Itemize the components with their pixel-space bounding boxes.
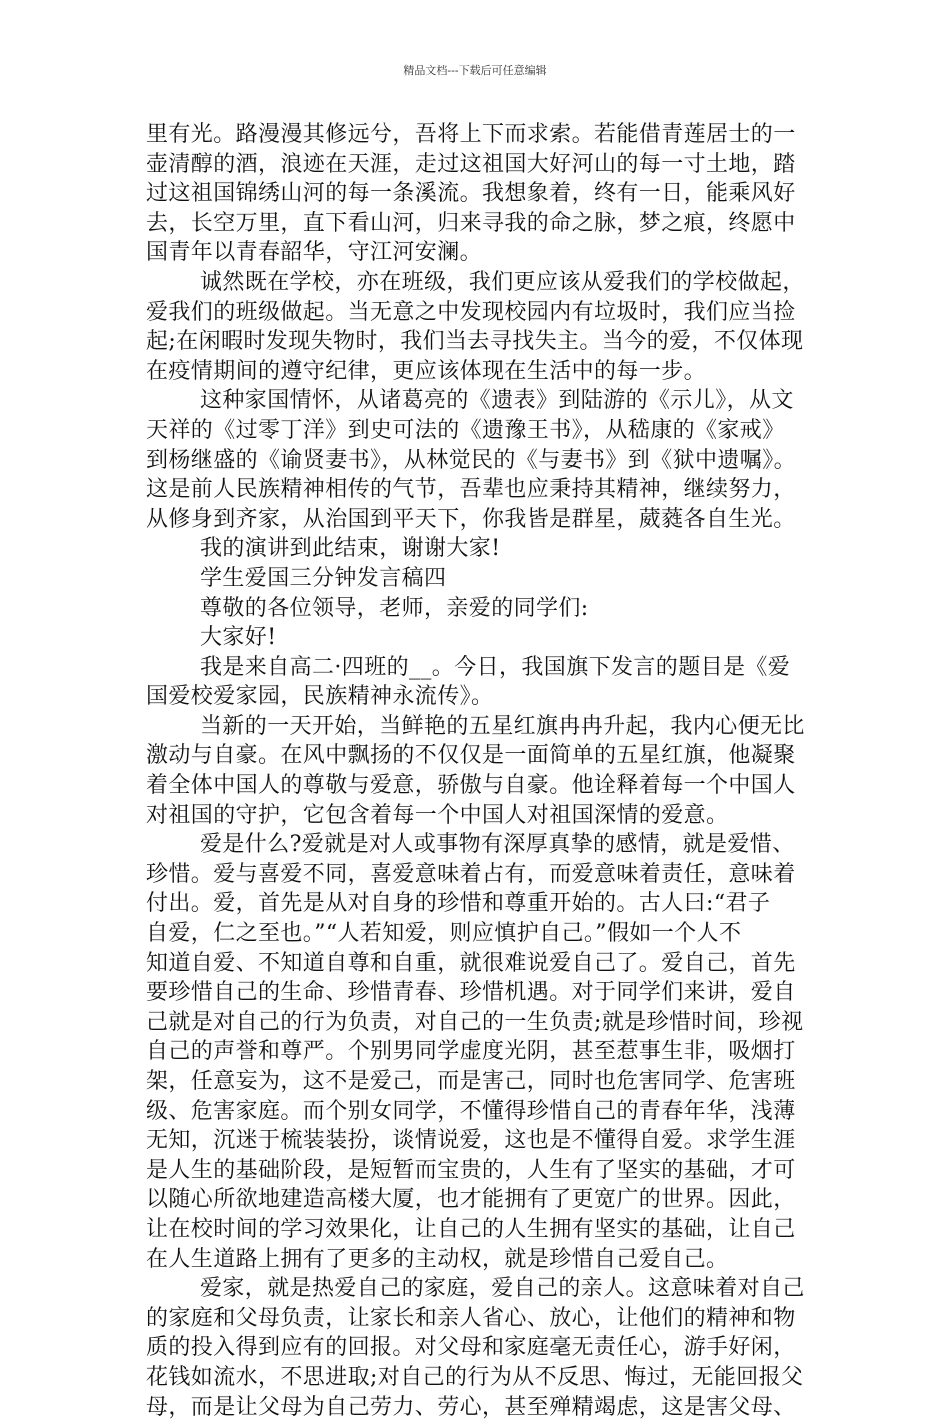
text-line: 国爱校爱家园，民族精神永流传》。	[146, 684, 494, 710]
text-line: 要珍惜自己的生命、珍惜青春、珍惜机遇。对于同学们来讲，爱自	[146, 980, 796, 1006]
text-line: 起;在闲暇时发现失物时，我们当去寻找失主。当今的爱，不仅体现	[146, 329, 804, 355]
text-line: 从修身到齐家，从治国到平天下，你我皆是群星，葳蕤各自生光。	[146, 506, 796, 532]
text-line: 在疫情期间的遵守纪律，更应该体现在生活中的每一步。	[146, 358, 707, 384]
text-line: 己就是对自己的行为负责，对自己的一生负责;就是珍惜时间，珍视	[146, 1009, 804, 1035]
text-line: 过这祖国锦绣山河的每一条溪流。我想象着，终有一日，能乘风好	[146, 181, 796, 207]
text-line: 质的投入得到应有的回报。对父母和家庭毫无责任心，游手好闲，	[146, 1335, 796, 1361]
text-line: 架，任意妄为，这不是爱己，而是害己，同时也危害同学、危害班	[146, 1069, 796, 1094]
text-line: 母，而是让父母为自己劳力、劳心，甚至殚精竭虑，这是害父母、	[146, 1394, 796, 1420]
text-line: 爱是什么?爱就是对人或事物有深厚真挚的感情，就是爱惜、	[200, 832, 795, 858]
text-line: 天祥的《过零丁洋》到史可法的《遗豫王书》，从嵇康的《家戒》	[146, 417, 785, 443]
text-line: 珍惜。爱与喜爱不同，喜爱意味着占有，而爱意味着责任，意味着	[146, 861, 796, 887]
text-line: 国青年以青春韶华，守江河安澜。	[146, 240, 483, 266]
text-line: 以随心所欲地建造高楼大厦，也才能拥有了更宽广的世界。因此，	[146, 1187, 796, 1213]
text-line: 去，长空万里，直下看山河，归来寻我的命之脉，梦之痕，终愿中	[146, 210, 796, 236]
text-line: 这种家国情怀，从诸葛亮的《遗表》到陆游的《示儿》，从文	[200, 388, 794, 414]
text-line: 自己的声誉和尊严。个别男同学虚度光阴，甚至惹事生非，吸烟打	[146, 1039, 796, 1065]
text-line: 让在校时间的学习效果化，让自己的人生拥有坚实的基础，让自己	[146, 1216, 796, 1242]
text-line: 里有光。路漫漫其修远兮，吾将上下而求索。若能借青莲居士的一	[146, 122, 796, 147]
text-line: 的家庭和父母负责，让家长和亲人省心、放心，让他们的精神和物	[146, 1305, 796, 1331]
text-line: 知道自爱、不知道自尊和自重，就很难说爱自己了。爱自己，首先	[146, 950, 796, 976]
document-body	[146, 120, 806, 1422]
text-line: 着全体中国人的尊敬与爱意，骄傲与自豪。他诠释着每一个中国人	[146, 773, 796, 799]
text-line: 无知，沉迷于梳装装扮，谈情说爱，这也是不懂得自爱。求学生涯	[146, 1128, 796, 1154]
text-line: 是人生的基础阶段，是短暂而宝贵的，人生有了坚实的基础，才可	[146, 1157, 796, 1183]
text-line: 爱我们的班级做起。当无意之中发现校园内有垃圾时，我们应当捡	[146, 299, 796, 325]
text-line: 诚然既在学校，亦在班级，我们更应该从爱我们的学校做起，	[200, 269, 805, 295]
text-line: 付出。爱，首先是从对自身的珍惜和尊重开始的。古人曰:“君子	[146, 891, 771, 917]
text-line: 当新的一天开始，当鲜艳的五星红旗冉冉升起，我内心便无比	[200, 713, 805, 739]
text-line: 爱家，就是热爱自己的家庭，爱自己的亲人。这意味着对自己	[200, 1276, 805, 1302]
text-line: 自爱，仁之至也。”“人若知爱，则应慎护自己。”假如一个人不	[146, 921, 742, 947]
page-header: 精品文档---下载后可任意编辑	[403, 64, 547, 77]
text-line: 在人生道路上拥有了更多的主动权，就是珍惜自己爱自己。	[146, 1246, 729, 1272]
text-line: 花钱如流水，不思进取;对自己的行为从不反思、悔过，无能回报父	[146, 1364, 804, 1390]
text-line: 尊敬的各位领导，老师，亲爱的同学们:	[200, 595, 589, 621]
text-line: 到杨继盛的《谕贤妻书》，从林觉民的《与妻书》到《狱中遗嘱》。	[146, 447, 797, 473]
text-line: 我是来自高二·四班的__。今日，我国旗下发言的题目是《爱	[200, 654, 791, 680]
text-line: 对祖国的守护，它包含着每一个中国人对祖国深情的爱意。	[146, 802, 729, 828]
text-line: 我的演讲到此结束，谢谢大家!	[200, 536, 501, 562]
text-line: 学生爱国三分钟发言稿四	[200, 565, 447, 591]
text-line: 级、危害家庭。而个别女同学，不懂得珍惜自己的青春年华，浅薄	[146, 1098, 796, 1124]
text-line: 激动与自豪。在风中飘扬的不仅仅是一面简单的五星红旗，他凝聚	[146, 743, 796, 769]
text-line: 大家好!	[200, 625, 277, 651]
text-line: 壶清醇的酒，浪迹在天涯，走过这祖国大好河山的每一寸土地，踏	[146, 151, 796, 177]
text-line: 这是前人民族精神相传的气节，吾辈也应秉持其精神，继续努力，	[146, 477, 796, 503]
